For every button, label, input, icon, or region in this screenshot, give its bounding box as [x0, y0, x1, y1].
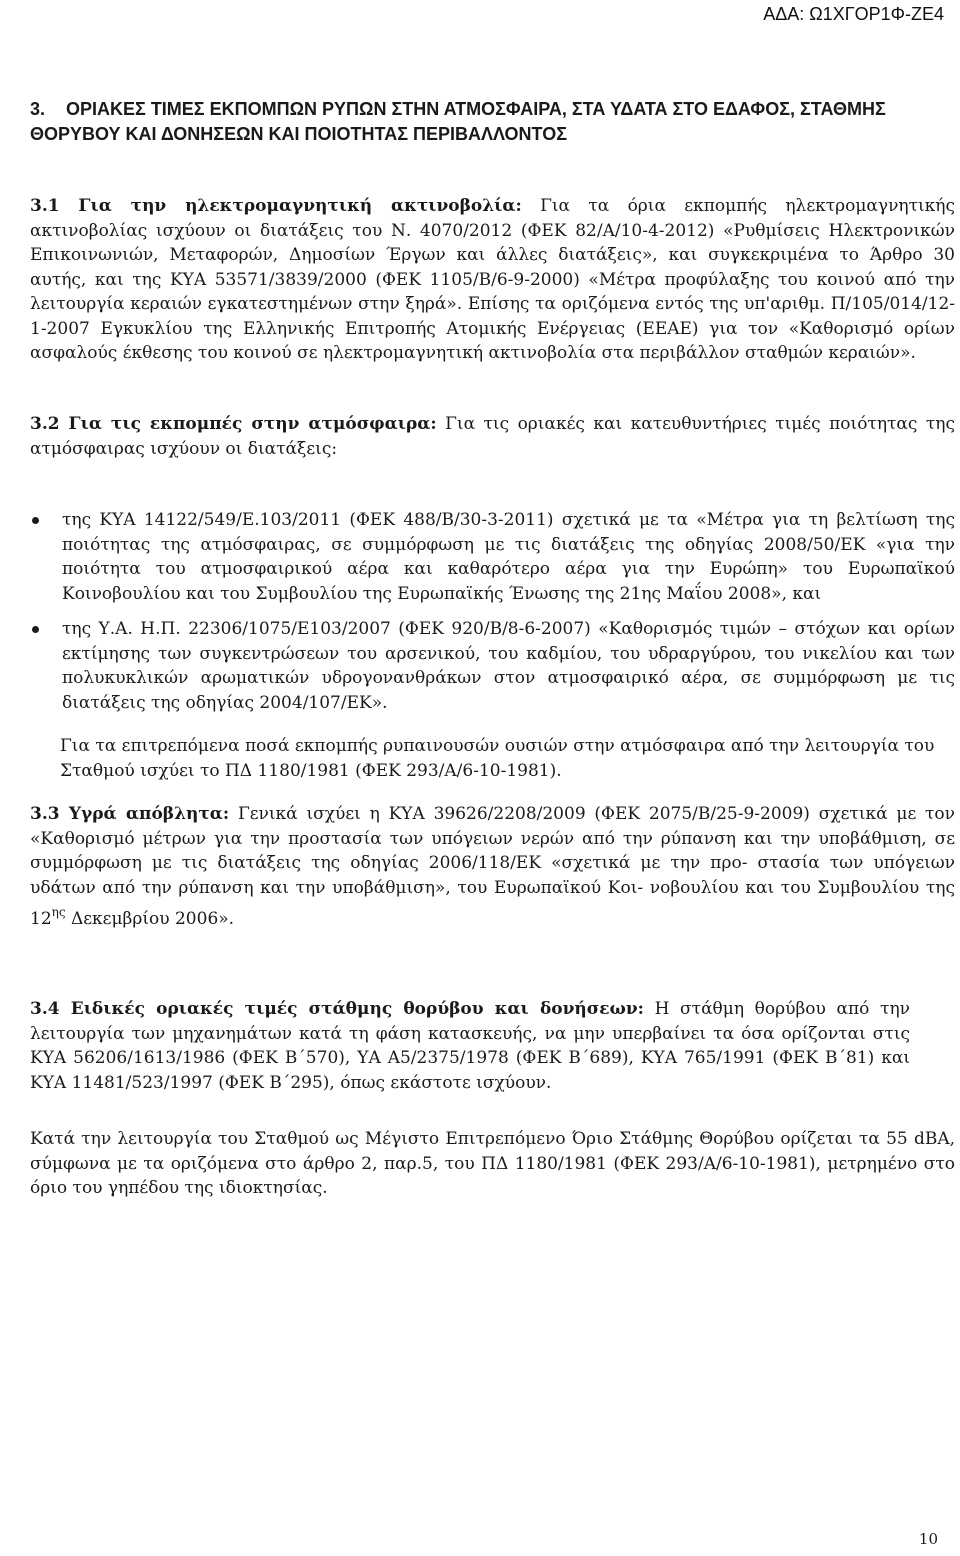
- paragraph-emissions-limits: Για τα επιτρεπόμενα ποσά εκπομπής ρυπαινουσών ουσιών στην ατμόσφαιρα από την λειτουργία του Σταθμού ισχύει το ΠΔ 1180/1981 (ΦΕΚ 293/Α/6-10-1981).: [60, 736, 935, 781]
- paragraph-3-2: [30, 412, 955, 461]
- paragraph-3-3: [30, 802, 955, 932]
- section-title: ΟΡΙΑΚΕΣ ΤΙΜΕΣ ΕΚΠΟΜΠΩΝ ΡΥΠΩΝ ΣΤΗΝ ΑΤΜΟΣΦΑΙΡΑ, ΣΤΑ ΥΔΑΤΑ ΣΤΟ ΕΔΑΦΟΣ, ΣΤΑΘΜΗΣ ΘΟΡΥΒΟΥ ΚΑΙ ΔΟΝΗΣΕΩΝ ΚΑΙ ΠΟΙΟΤΗΤΑΣ ΠΕΡΙΒΑΛΛΟΝΤΟΣ: [30, 99, 886, 144]
- text-3-1: Για τα όρια εκπομπής ηλεκτρομαγνητικής ακτινοβολίας ισχύουν οι διατάξεις του Ν. 4070/2012 (ΦΕΚ 82/Α/10-4-2012) «Ρυθμίσεις Ηλεκτρονικών Επικοινωνιών, Μεταφορών, Δημοσίων Έργων και άλλες διατάξεις», και συγκεκριμένα το Άρθρο 30 αυτής, και της ΚΥΑ 53571/3839/2000 (ΦΕΚ 1105/Β/6-9-2000) «Μέτρα προφύλαξης του κοινού από την λειτουργία κεραιών εγκατεστημένων στην ξηρά». Επίσης τα οριζόμενα εντός της υπ'αριθμ. Π/105/014/12-1-2007 Εγκυκλίου της Ελληνικής Επιτροπής Ατομικής Ενέργειας (ΕΕΑΕ) για τον «Καθορισμό ορίων ασφαλούς έκθεσης του κοινού σε ηλεκτρομαγνητική ακτινοβολία στα περιβάλλον σταθμών κεραιών».: [30, 196, 955, 363]
- bullet-text: της Υ.Α. Η.Π. 22306/1075/Ε103/2007 (ΦΕΚ 920/Β/8-6-2007) «Καθορισμός τιμών – στόχων και ορίων εκτίμησης των συγκεντρώσεων του αρσενικού, του καδμίου, του υδραργύρου, του νικελίου και των πολυκυκλικών αρωματικών υδρογονανθράκων στον ατμοσφαιρικό αέρα, σε συμμόρφωση με τις διατάξεις της οδηγίας 2004/107/ΕΚ».: [62, 619, 955, 713]
- text-3-4: Η στάθμη θορύβου από την λειτουργία των μηχανημάτων κατά τη φάση κατασκευής, να μην υπερβαίνει τα όσα ορίζονται στις ΚΥΑ 56206/1613/1986 (ΦΕΚ Β΄570), ΥΑ Α5/2375/1978 (ΦΕΚ Β΄689), ΚΥΑ 765/1991 (ΦΕΚ Β΄81) και ΚΥΑ 11481/523/1997 (ΦΕΚ Β΄295), όπως εκάστοτε ισχύουν.: [30, 999, 911, 1093]
- section-3-heading: [30, 97, 945, 147]
- paragraph-noise-limit: Κατά την λειτουργία του Σταθμού ως Μέγιστο Επιτρεπόμενο Όριο Στάθμης Θορύβου ορίζεται τα 55 dBA, σύμφωνα με τα οριζόμενα στο άρθρο 2, παρ.5, του ΠΔ 1180/1981 (ΦΕΚ 293/Α/6-10-1981), μετρημένο στο όριο του γηπέδου της ιδιοκτησίας.: [30, 1129, 955, 1198]
- ordinal-suffix: ης: [51, 905, 66, 919]
- page-number: 10: [918, 1530, 938, 1548]
- bullet-text: της ΚΥΑ 14122/549/Ε.103/2011 (ΦΕΚ 488/Β/30-3-2011) σχετικά με τα «Μέτρα για τη βελτίωση της ποιότητας της ατμόσφαιρας, σε συμμόρφωση με τις διατάξεις της οδηγίας 2008/50/ΕΚ «για την ποιότητα του ατμοσφαιρικού αέρα και καθαρότερο αέρα για την Ευρώπη» του Ευρωπαϊκού Κοινοβουλίου και του Συμβουλίου της Ευρωπαϊκής Ένωσης της 21ης Μαΐου 2008», και: [62, 510, 955, 604]
- heading-3-4: 3.4 Ειδικές οριακές τιμές στάθμης θορύβου και δονήσεων:: [30, 999, 644, 1019]
- paragraph-3-1: [30, 194, 955, 366]
- ada-code: ΑΔΑ: Ω1ΧΓΟΡ1Φ-ΖΕ4: [763, 4, 944, 24]
- text-3-3-tail: Δεκεμβρίου 2006».: [70, 909, 235, 929]
- text-3-2: Για τις οριακές και κατευθυντήριες τιμές ποιότητας της ατμόσφαιρας ισχύουν οι διατάξεις:: [30, 414, 956, 459]
- list-item: [30, 508, 955, 606]
- list-item: [30, 617, 955, 715]
- text-3-3: Γενικά ισχύει η ΚΥΑ 39626/2208/2009 (ΦΕΚ 2075/Β/25-9-2009) σχετικά με τον «Καθορισμό μέτρων για την προστασία των υπόγειων νερών από την ρύπανση και την υποβάθμιση, σε συμμόρφωση με τις διατάξεις της οδηγίας 2006/118/ΕΚ «σχετικά με την προ- στασία των υπόγειων υδάτων από την ρύπανση και την υποβάθμιση», του Ευρωπαϊκού Κοι- νοβουλίου και του Συμβουλίου της 12: [30, 804, 956, 929]
- heading-3-2: 3.2 Για τις εκπομπές στην ατμόσφαιρα:: [30, 414, 437, 434]
- bullet-icon: [32, 517, 39, 524]
- heading-3-1: 3.1 Για την ηλεκτρομαγνητική ακτινοβολία:: [30, 196, 522, 216]
- bullet-icon: [32, 626, 39, 633]
- section-number: 3.: [30, 99, 46, 119]
- paragraph-3-4: [30, 997, 910, 1095]
- bullet-list: [30, 508, 955, 726]
- heading-3-3: 3.3 Υγρά απόβλητα:: [30, 804, 230, 824]
